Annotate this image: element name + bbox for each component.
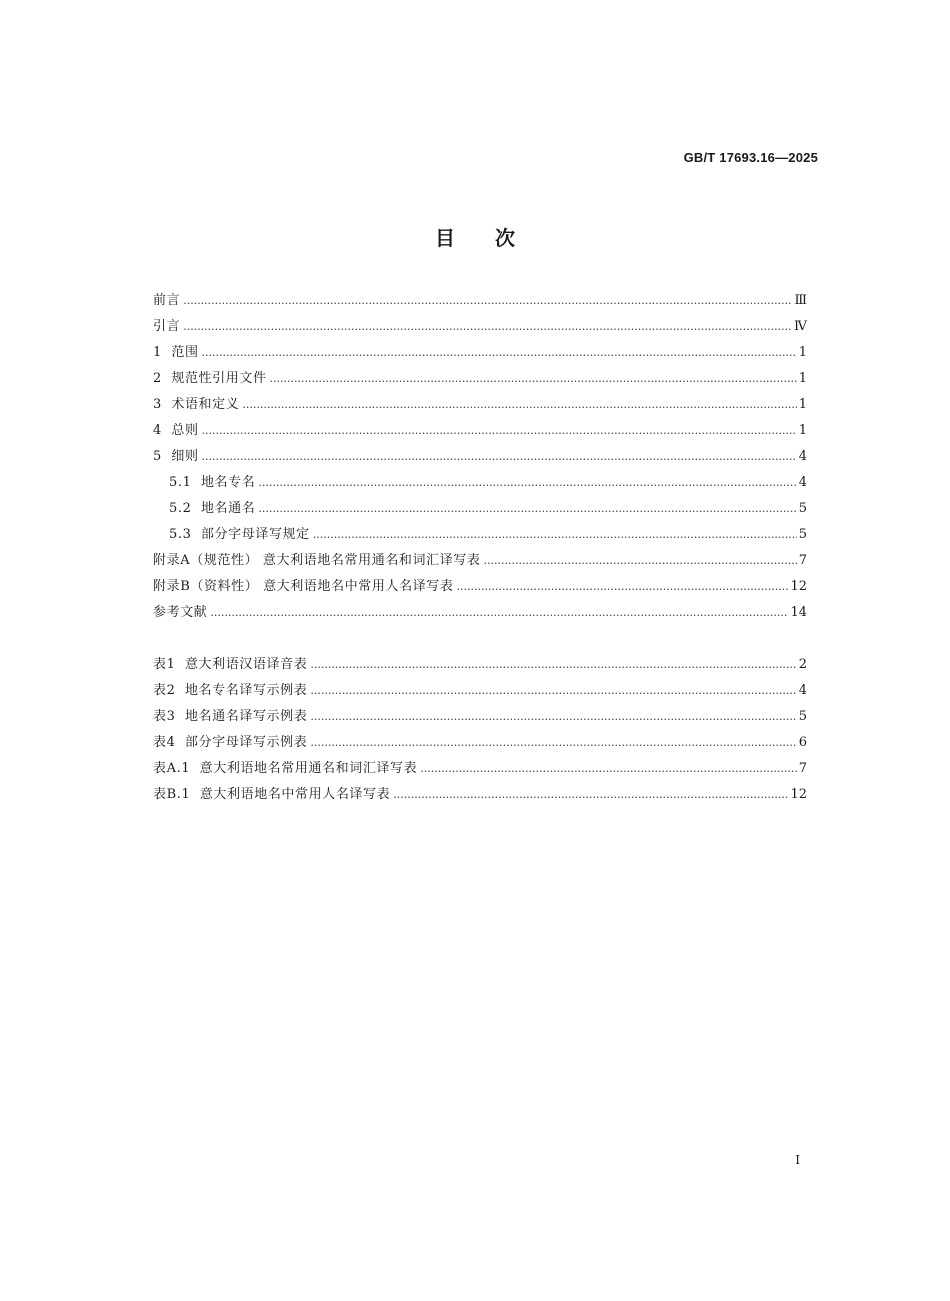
leader-dots [310,730,796,756]
table-entry-number: 表A.1 [153,761,200,776]
toc-entry-number: 3 [153,397,172,412]
toc-entry-appendix-b[interactable] [153,574,807,600]
leader-dots [270,366,797,392]
toc-entry-page: 4 [798,475,807,490]
table-entry-2[interactable] [153,678,807,704]
toc-entry-page: 5 [798,527,807,542]
table-entry-b1[interactable] [153,782,807,808]
table-entry-page: 2 [798,657,807,672]
toc-entry-number: 5 [153,449,172,464]
table-entry-number: 表1 [153,657,185,672]
table-entry-number: 表4 [153,735,185,750]
leader-dots [258,470,796,496]
toc-entry-number: 5.3 [169,527,201,542]
leader-dots [484,548,797,574]
toc-entry-label: 参考文献 [153,605,208,620]
leader-dots [202,444,797,470]
leader-dots [210,600,788,626]
toc-entry-label: 术语和定义 [171,397,240,412]
toc-entry-number: 4 [153,423,172,438]
table-entry-label: 意大利语汉语译音表 [184,657,308,672]
toc-entry-foreword[interactable] [153,288,807,314]
leader-dots [183,288,792,314]
toc-entry-generic-names[interactable] [153,496,807,522]
table-entry-number: 表2 [153,683,185,698]
leader-dots [310,678,796,704]
leader-dots [310,652,796,678]
leader-dots [457,574,789,600]
leader-dots [242,392,796,418]
table-entry-1[interactable] [153,652,807,678]
table-entry-label: 地名通名译写示例表 [184,709,308,724]
toc-entry-page: 1 [798,371,807,386]
toc-entry-label: 引言 [153,319,181,334]
page-number: I [795,1153,800,1167]
toc-entry-page: 1 [798,345,807,360]
table-entry-number: 表B.1 [153,787,200,802]
toc-entry-page: 5 [798,501,807,516]
leader-dots [202,340,797,366]
table-entry-a1[interactable] [153,756,807,782]
leader-dots [313,522,797,548]
toc-entry-general-rules[interactable] [153,418,807,444]
leader-dots [393,782,788,808]
toc-entry-bibliography[interactable] [153,600,807,626]
table-entry-page: 7 [798,761,807,776]
toc-entry-label: 附录A（规范性） 意大利语地名常用通名和词汇译写表 [153,553,481,568]
toc-entry-label: 前言 [153,293,181,308]
toc-entry-page: 14 [790,605,807,620]
toc-entry-page: Ⅳ [794,319,807,334]
table-entry-page: 5 [798,709,807,724]
toc-entry-introduction[interactable] [153,314,807,340]
toc-entry-label: 规范性引用文件 [171,371,267,386]
toc-entry-normative-references[interactable] [153,366,807,392]
leader-dots [258,496,796,522]
toc-entry-page: Ⅲ [794,293,807,308]
toc-entry-page: 7 [798,553,807,568]
table-entry-number: 表3 [153,709,185,724]
toc-entry-specific-names[interactable] [153,470,807,496]
table-entry-label: 部分字母译写示例表 [184,735,308,750]
toc-entry-page: 12 [790,579,807,594]
table-entry-3[interactable] [153,704,807,730]
toc-entry-page: 4 [798,449,807,464]
toc-entry-label: 部分字母译写规定 [200,527,310,542]
table-entry-page: 6 [798,735,807,750]
toc-entry-appendix-a[interactable] [153,548,807,574]
toc-entry-number: 5.1 [169,475,201,490]
page-title: 目次 [435,226,555,250]
toc-entry-label: 总则 [171,423,199,438]
toc-entry-terms-definitions[interactable] [153,392,807,418]
toc-entry-number: 1 [153,345,172,360]
standard-code: GB/T 17693.16—2025 [683,150,818,165]
toc-entry-scope[interactable] [153,340,807,366]
leader-dots [202,418,797,444]
toc-entry-page: 1 [798,423,807,438]
leader-dots [310,704,796,730]
table-entry-label: 意大利语地名常用通名和词汇译写表 [199,761,418,776]
toc-entry-label: 细则 [171,449,199,464]
toc-entry-letter-rules[interactable] [153,522,807,548]
toc-entry-page: 1 [798,397,807,412]
table-entry-page: 4 [798,683,807,698]
toc-entry-label: 附录B（资料性） 意大利语地名中常用人名译写表 [153,579,454,594]
toc-entry-label: 地名专名 [200,475,256,490]
toc-entry-number: 5.2 [169,501,201,516]
table-entry-label: 地名专名译写示例表 [184,683,308,698]
toc-entry-label: 范围 [171,345,199,360]
toc-entry-number: 2 [153,371,172,386]
table-entry-page: 12 [790,787,807,802]
list-of-tables [153,652,807,808]
toc-entry-detailed-rules[interactable] [153,444,807,470]
leader-dots [183,314,792,340]
toc-entry-label: 地名通名 [200,501,256,516]
table-entry-4[interactable] [153,730,807,756]
table-of-contents [153,288,807,626]
leader-dots [420,756,796,782]
table-entry-label: 意大利语地名中常用人名译写表 [199,787,391,802]
